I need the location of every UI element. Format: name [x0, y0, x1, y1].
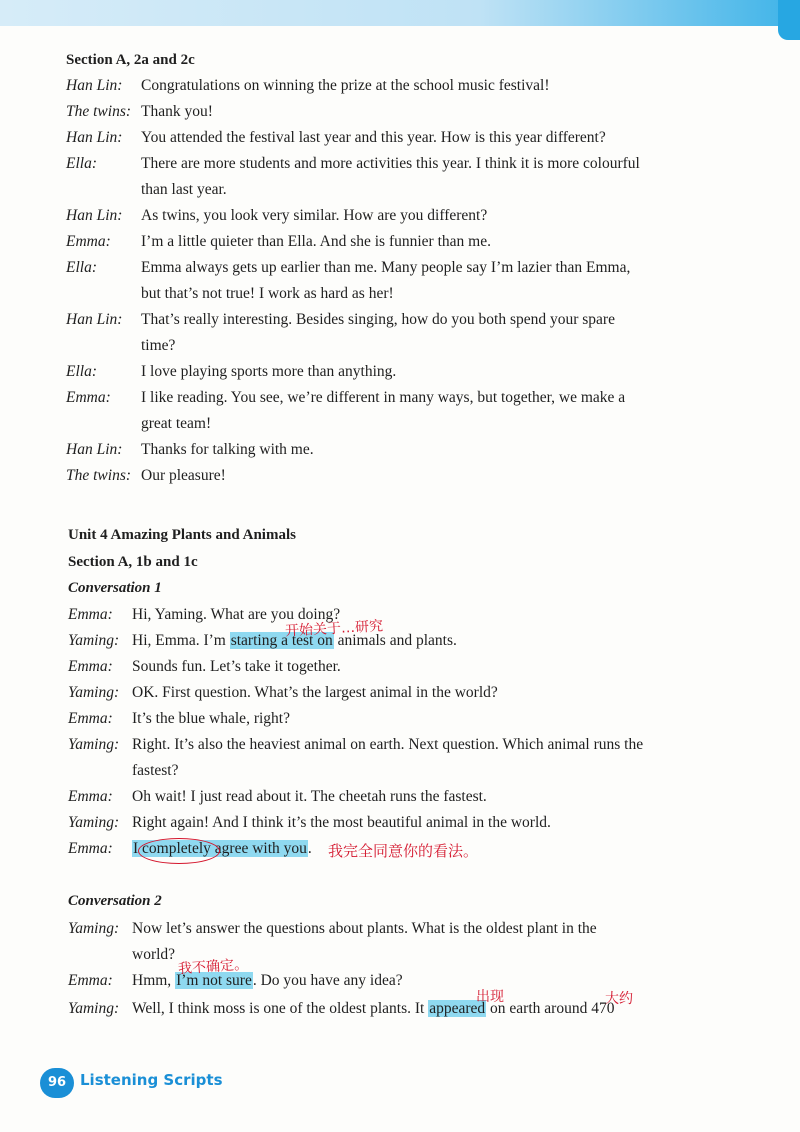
utterance: You attended the festival last year and this year. How is this year different? — [141, 129, 606, 146]
utterance — [132, 996, 614, 1022]
utterance: I love playing sports more than anything. — [141, 363, 397, 380]
page-number-badge: 96 — [40, 1068, 74, 1098]
speaker: Emma: — [68, 840, 113, 857]
utterance-part: Well, I think moss is one of the oldest plants. It — [132, 1000, 429, 1017]
speaker: Yaming: — [68, 920, 120, 937]
speaker: Emma: — [66, 233, 111, 250]
utterance: Hi, Yaming. What are you doing? — [132, 606, 341, 623]
speaker: The twins: — [66, 103, 132, 120]
utterance-part: . — [307, 840, 312, 857]
highlighted-phrase: I’m not sure — [176, 972, 252, 989]
speaker: Emma: — [68, 606, 113, 623]
conversation-1-title: Conversation 1 — [68, 580, 162, 596]
utterance: Oh wait! I just read about it. The cheetah runs the fastest. — [132, 788, 487, 805]
utterance: There are more students and more activities this year. I think it is more colourful — [141, 155, 640, 172]
speaker: Ella: — [66, 155, 97, 172]
section-heading-unit4: Section A, 1b and 1c — [68, 554, 198, 570]
speaker: Emma: — [68, 788, 113, 805]
highlighted-phrase: appeared — [429, 1000, 486, 1017]
speaker: Emma: — [68, 658, 113, 675]
speaker: Han Lin: — [66, 207, 123, 224]
speaker: Yaming: — [68, 1000, 120, 1017]
speaker: Ella: — [66, 259, 97, 276]
speaker: Han Lin: — [66, 441, 123, 458]
handwritten-note: 我不确定。 — [177, 956, 249, 978]
handwritten-note: 出现 — [476, 989, 504, 1005]
dialogue-continuation: but that’s not true! I work as hard as her! — [141, 285, 394, 302]
footer-title: Listening Scripts — [80, 1071, 223, 1089]
utterance-part: Hi, Emma. I’m — [132, 632, 230, 649]
speaker: Yaming: — [68, 632, 120, 649]
speaker: Yaming: — [68, 684, 120, 701]
utterance: Thanks for talking with me. — [141, 441, 314, 458]
circle-mark — [138, 838, 220, 864]
utterance: Congratulations on winning the prize at the school music festival! — [141, 77, 550, 94]
top-corner-tab — [778, 0, 800, 40]
speaker: Yaming: — [68, 736, 120, 753]
utterance: It’s the blue whale, right? — [132, 710, 290, 727]
utterance: I like reading. You see, we’re different in many ways, but together, we make a — [141, 389, 626, 406]
top-color-band — [0, 0, 800, 26]
dialogue-continuation: world? — [132, 946, 176, 963]
utterance-part: Hmm, — [132, 972, 176, 989]
speaker: Han Lin: — [66, 77, 123, 94]
speaker: Emma: — [68, 972, 113, 989]
utterance-part: animals and plants. — [333, 632, 457, 649]
utterance: Our pleasure! — [141, 467, 226, 484]
speaker: Emma: — [66, 389, 111, 406]
speaker: The twins: — [66, 467, 132, 484]
handwritten-note: 大约 — [605, 991, 633, 1007]
utterance-part: . Do you have any idea? — [252, 972, 403, 989]
handwritten-note: 开始关于…研究 — [284, 618, 384, 640]
utterance — [132, 968, 403, 994]
utterance: OK. First question. What’s the largest animal in the world? — [132, 684, 498, 701]
dialogue-continuation: than last year. — [141, 181, 227, 198]
utterance: As twins, you look very similar. How are you different? — [141, 207, 488, 224]
utterance: Right again! And I think it’s the most beautiful animal in the world. — [132, 814, 551, 831]
utterance: Thank you! — [141, 103, 213, 120]
speaker: Emma: — [68, 710, 113, 727]
highlighted-phrase: starting a test on — [230, 632, 333, 649]
speaker: Han Lin: — [66, 129, 123, 146]
highlighted-phrase: I completely agree with you — [133, 840, 307, 857]
handwritten-note: 我完全同意你的看法。 — [328, 842, 479, 860]
conversation-2-title: Conversation 2 — [68, 893, 162, 909]
utterance: I’m a little quieter than Ella. And she is funnier than me. — [141, 233, 491, 250]
section-heading: Section A, 2a and 2c — [66, 52, 195, 68]
dialogue-continuation: time? — [141, 337, 176, 354]
unit-title: Unit 4 Amazing Plants and Animals — [68, 527, 296, 543]
speaker: Yaming: — [68, 814, 120, 831]
utterance: That’s really interesting. Besides singing, how do you both spend your spare — [141, 311, 615, 328]
utterance: Emma always gets up earlier than me. Many people say I’m lazier than Emma, — [141, 259, 631, 276]
dialogue-continuation: great team! — [141, 415, 212, 432]
utterance-part: on earth around 470 — [486, 1000, 615, 1017]
utterance: Right. It’s also the heaviest animal on earth. Next question. Which animal runs the — [132, 736, 644, 753]
dialogue-continuation: fastest? — [132, 762, 179, 779]
utterance: Now let’s answer the questions about plants. What is the oldest plant in the — [132, 920, 597, 937]
utterance: Sounds fun. Let’s take it together. — [132, 658, 341, 675]
speaker: Ella: — [66, 363, 97, 380]
speaker: Han Lin: — [66, 311, 123, 328]
